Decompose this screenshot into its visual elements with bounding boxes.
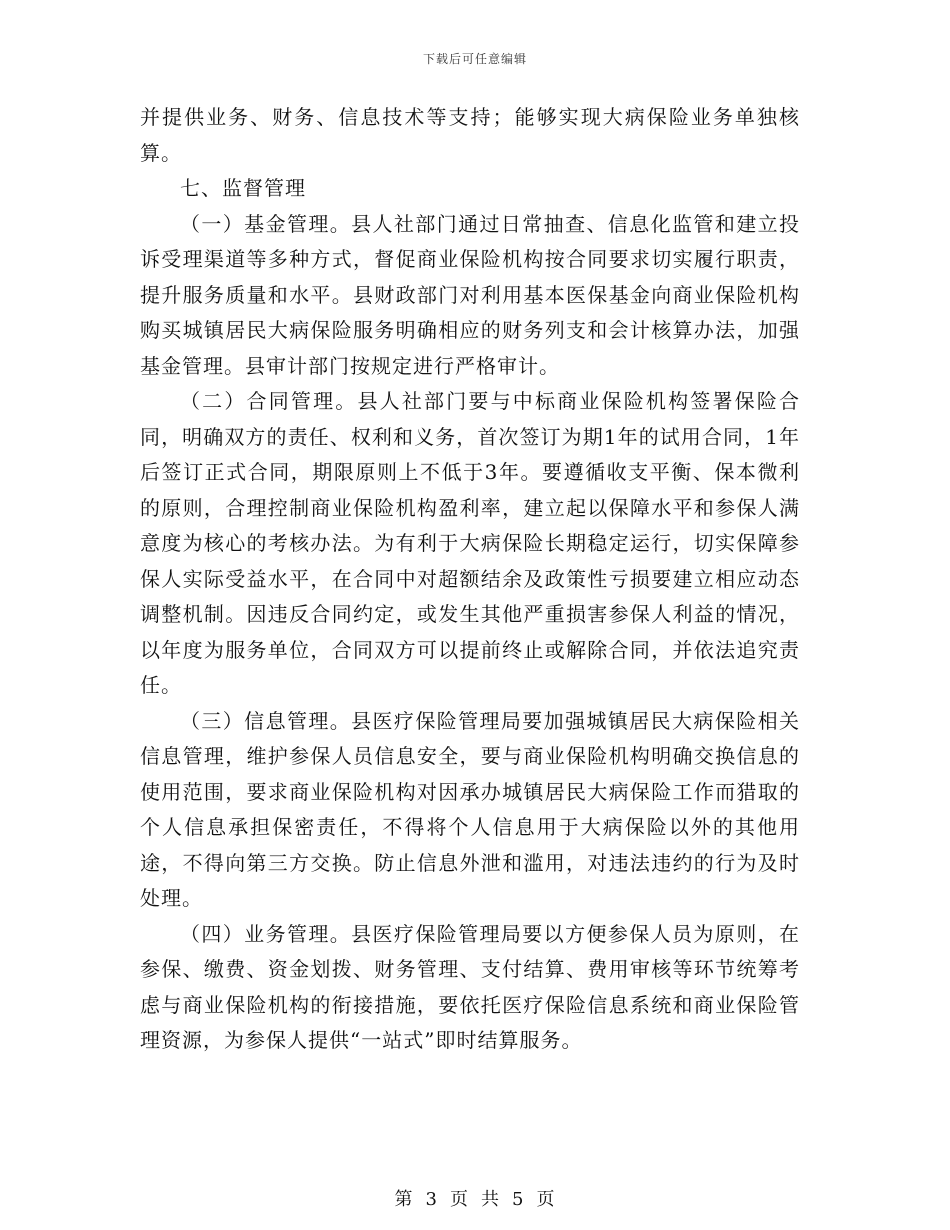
paragraph-fund-management: （一）基金管理。县人社部门通过日常抽查、信息化监管和建立投诉受理渠道等多种方式，督促商业保险机构按合同要求切实履行职责，提升服务质量和水平。县财政部门对利用基本医保基金向商业保险机构购买城镇居民大病保险服务明确相应的财务列支和会计核算办法，加强基金管理。县审计部门按规定进行严格审计。 xyxy=(140,211,800,378)
current-page-number: 3 xyxy=(425,1189,438,1210)
page-number-footer xyxy=(0,1185,950,1211)
document-body xyxy=(140,100,800,1059)
footer-label-gong: 共 xyxy=(481,1189,500,1210)
paragraph-contract-management: （二）合同管理。县人社部门要与中标商业保险机构签署保险合同，明确双方的责任、权利和义务，首次签订为期1年的试用合同，1年后签订正式合同，期限原则上不低于3年。要遵循收支平衡、保本微利的原则，合理控制商业保险机构盈利率，建立起以保障水平和参保人满意度为核心的考核办法。为有利于大病保险长期稳定运行，切实保障参保人实际受益水平，在合同中对超额结余及政策性亏损要建立相应动态调整机制。因违反合同约定，或发生其他严重损害参保人利益的情况，以年度为服务单位，合同双方可以提前终止或解除合同，并依法追究责任。 xyxy=(140,389,800,697)
section-heading-supervision: 七、监督管理 xyxy=(180,176,306,200)
page-header-note: 下载后可任意编辑 xyxy=(422,52,527,66)
footer-label-di: 第 xyxy=(394,1189,414,1210)
paragraph-business-management: （四）业务管理。县医疗保险管理局要以方便参保人员为原则，在参保、缴费、资金划拨、财务管理、支付结算、费用审核等环节统筹考虑与商业保险机构的衔接措施，要依托医疗保险信息系统和商业保险管理资源，为参保人提供“一站式”即时结算服务。 xyxy=(140,921,800,1052)
footer-label-ye2: 页 xyxy=(536,1189,556,1210)
paragraph-information-management: （三）信息管理。县医疗保险管理局要加强城镇居民大病保险相关信息管理，维护参保人员信息安全，要与商业保险机构明确交换信息的使用范围，要求商业保险机构对因承办城镇居民大病保险工作而猎取的个人信息承担保密责任，不得将个人信息用于大病保险以外的其他用途，不得向第三方交换。防止信息外泄和滥用，对违法违约的行为及时处理。 xyxy=(140,708,800,910)
total-page-number: 5 xyxy=(512,1189,525,1210)
footer-label-ye: 页 xyxy=(450,1189,469,1210)
paragraph-continuation: 并提供业务、财务、信息技术等支持；能够实现大病保险业务单独核算。 xyxy=(140,105,800,165)
